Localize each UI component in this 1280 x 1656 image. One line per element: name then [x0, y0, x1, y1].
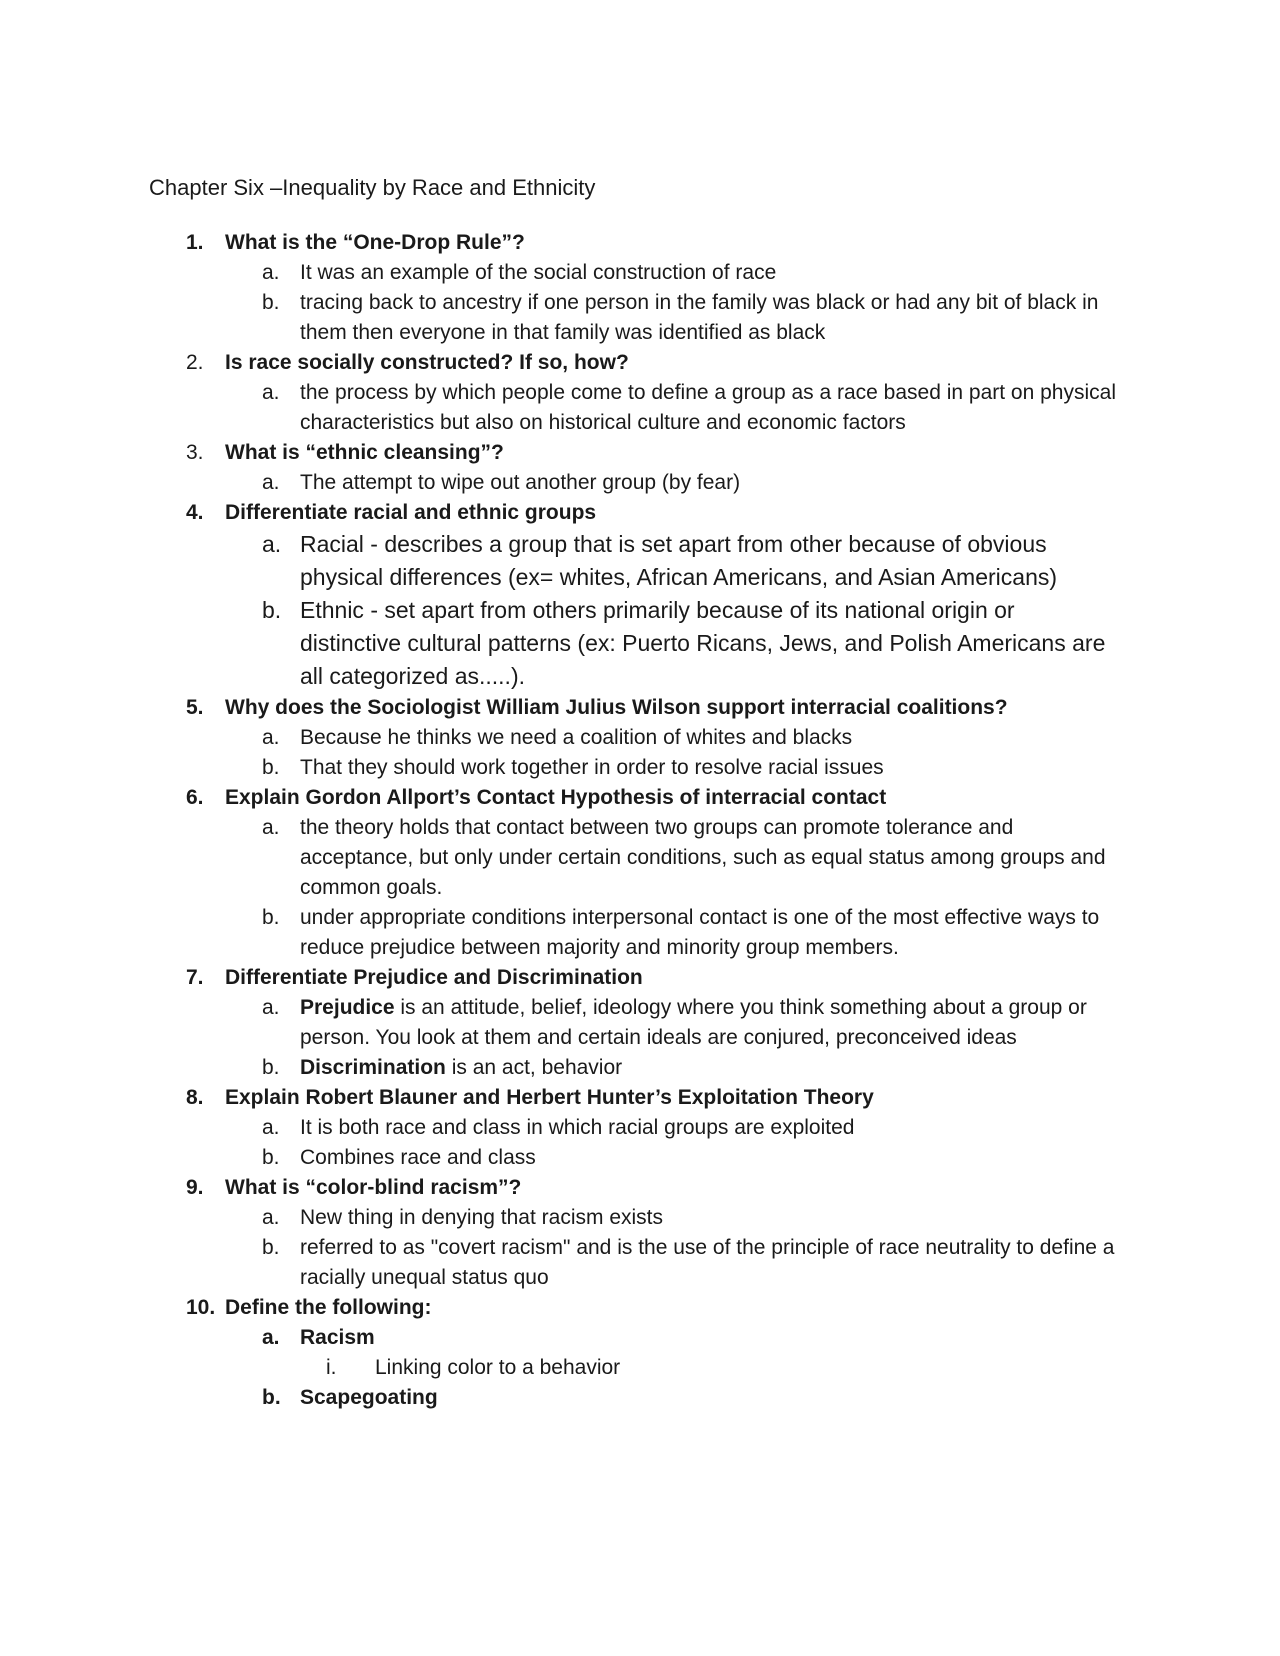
- answer-list: [0, 723, 1280, 783]
- answer-item: [0, 993, 1120, 1053]
- question-list: [0, 228, 1280, 1413]
- answer-item: [0, 753, 1120, 783]
- question-item: [0, 438, 1280, 498]
- question-item: [0, 1083, 1280, 1173]
- question-number: 10.: [186, 1296, 216, 1319]
- answer-text: That they should work together in order to resolve racial issues: [300, 756, 884, 779]
- answer-marker: a.: [262, 1206, 280, 1229]
- answer-item: [0, 723, 1120, 753]
- question-text: What is the “One-Drop Rule”?: [225, 231, 525, 254]
- answer-item: [0, 288, 1120, 348]
- answer-list: [0, 1203, 1280, 1293]
- answer-text: the process by which people come to define a group as a race based in part on physical characteristics but also on historical culture and economic factors: [300, 381, 1116, 434]
- question-text: What is “color-blind racism”?: [225, 1176, 522, 1199]
- question-text: Define the following:: [225, 1296, 432, 1319]
- question-item: [0, 963, 1280, 1083]
- answer-item: [0, 468, 1120, 498]
- answer-marker: a.: [262, 996, 280, 1019]
- answer-text: The attempt to wipe out another group (by fear): [300, 471, 741, 494]
- answer-marker: a.: [262, 1116, 280, 1139]
- answer-list: [0, 993, 1280, 1083]
- answer-text: tracing back to ancestry if one person in the family was black or had any bit of black in them then everyone in that family was identified as black: [300, 291, 1099, 344]
- term-marker: a.: [262, 1326, 280, 1349]
- answer-text: New thing in denying that racism exists: [300, 1206, 663, 1229]
- answer-text: is an attitude, belief, ideology where you think something about a group or person. You look at them and certain ideals are conjured, preconceived ideas: [300, 996, 1087, 1049]
- question-text: Differentiate Prejudice and Discrimination: [225, 966, 643, 989]
- answer-text: under appropriate conditions interpersonal contact is one of the most effective ways to reduce prejudice between majority and minority group members.: [300, 906, 1100, 959]
- answer-text: referred to as "covert racism" and is the use of the principle of race neutrality to define a racially unequal status quo: [300, 1236, 1115, 1289]
- question-number: 2.: [186, 351, 204, 374]
- term-marker: b.: [262, 1386, 281, 1409]
- answer-item: [0, 903, 1120, 963]
- question-text: Explain Robert Blauner and Herbert Hunter’s Exploitation Theory: [225, 1086, 874, 1109]
- question-number: 5.: [186, 696, 204, 719]
- answer-text: is an act, behavior: [445, 1056, 623, 1079]
- answer-marker: a.: [262, 531, 282, 557]
- answer-marker: a.: [262, 816, 280, 839]
- answer-text: the theory holds that contact between two groups can promote tolerance and acceptance, but only under certain conditions, such as equal status among groups and common goals.: [300, 816, 1106, 899]
- term-text: Racism: [300, 1326, 375, 1349]
- answer-list: [0, 1113, 1280, 1173]
- answer-marker: a.: [262, 726, 280, 749]
- answer-item: [0, 528, 1120, 594]
- answer-item: [0, 378, 1120, 438]
- question-item: [0, 498, 1280, 693]
- term-text: Scapegoating: [300, 1386, 438, 1409]
- sub-item: [0, 1353, 1075, 1383]
- answer-text: It is both race and class in which racial groups are exploited: [300, 1116, 855, 1139]
- answer-item: [0, 258, 1120, 288]
- answer-list: [0, 468, 1280, 498]
- sub-text: Linking color to a behavior: [375, 1356, 621, 1379]
- answer-text: Because he thinks we need a coalition of whites and blacks: [300, 726, 853, 749]
- answer-marker: b.: [262, 1146, 280, 1169]
- sub-list: [0, 1353, 1280, 1383]
- question-item: [0, 783, 1280, 963]
- question-number: 8.: [186, 1086, 204, 1109]
- question-number: 7.: [186, 966, 204, 989]
- answer-text: Racial - describes a group that is set apart from other because of obvious physical differences (ex= whites, African Americans, and Asian Americans): [300, 531, 1058, 590]
- answer-text: Ethnic - set apart from others primarily because of its national origin or distinctive cultural patterns (ex: Puerto Ricans, Jews, and Polish Americans are all categorized as.....).: [300, 597, 1106, 689]
- answer-list: [0, 528, 1280, 693]
- answer-item: [0, 1143, 1120, 1173]
- question-number: 6.: [186, 786, 204, 809]
- question-number: 9.: [186, 1176, 204, 1199]
- question-item: [0, 348, 1280, 438]
- answer-item: [0, 1053, 1120, 1083]
- answer-text: Combines race and class: [300, 1146, 536, 1169]
- question-text: Explain Gordon Allport’s Contact Hypothesis of interracial contact: [225, 786, 887, 809]
- question-text: Is race socially constructed? If so, how?: [225, 351, 629, 374]
- question-text: What is “ethnic cleansing”?: [225, 441, 504, 464]
- document-title: Chapter Six –Inequality by Race and Ethnicity: [149, 175, 596, 200]
- answer-list: [0, 258, 1280, 348]
- answer-list: [0, 813, 1280, 963]
- sub-marker: i.: [326, 1356, 337, 1379]
- question-number: 1.: [186, 231, 204, 254]
- term-list: [0, 1383, 1280, 1413]
- answer-marker: b.: [262, 1056, 280, 1079]
- answer-marker: b.: [262, 291, 280, 314]
- answer-marker: a.: [262, 471, 280, 494]
- answer-item: [0, 1233, 1120, 1293]
- term-list: [0, 1323, 1280, 1353]
- term-discrimination: Discrimination: [300, 1056, 446, 1079]
- answer-text: It was an example of the social construction of race: [300, 261, 777, 284]
- answer-item: [0, 1113, 1120, 1143]
- question-item: [0, 228, 1280, 348]
- answer-marker: b.: [262, 1236, 280, 1259]
- answer-list: [0, 378, 1280, 438]
- answer-marker: b.: [262, 906, 280, 929]
- question-item: [0, 1293, 1280, 1413]
- term-prejudice: Prejudice: [300, 996, 395, 1019]
- term-item: [0, 1323, 1120, 1353]
- answer-item: [0, 813, 1120, 903]
- answer-marker: a.: [262, 261, 280, 284]
- question-item: [0, 693, 1280, 783]
- answer-marker: a.: [262, 381, 280, 404]
- answer-marker: b.: [262, 597, 282, 623]
- question-number: 3.: [186, 441, 204, 464]
- question-text: Differentiate racial and ethnic groups: [225, 501, 597, 524]
- question-text: Why does the Sociologist William Julius Wilson support interracial coalitions?: [225, 696, 1008, 719]
- answer-item: [0, 1203, 1120, 1233]
- term-item: [0, 1383, 1120, 1413]
- answer-marker: b.: [262, 756, 280, 779]
- question-number: 4.: [186, 501, 204, 524]
- question-item: [0, 1173, 1280, 1293]
- answer-item: [0, 594, 1120, 693]
